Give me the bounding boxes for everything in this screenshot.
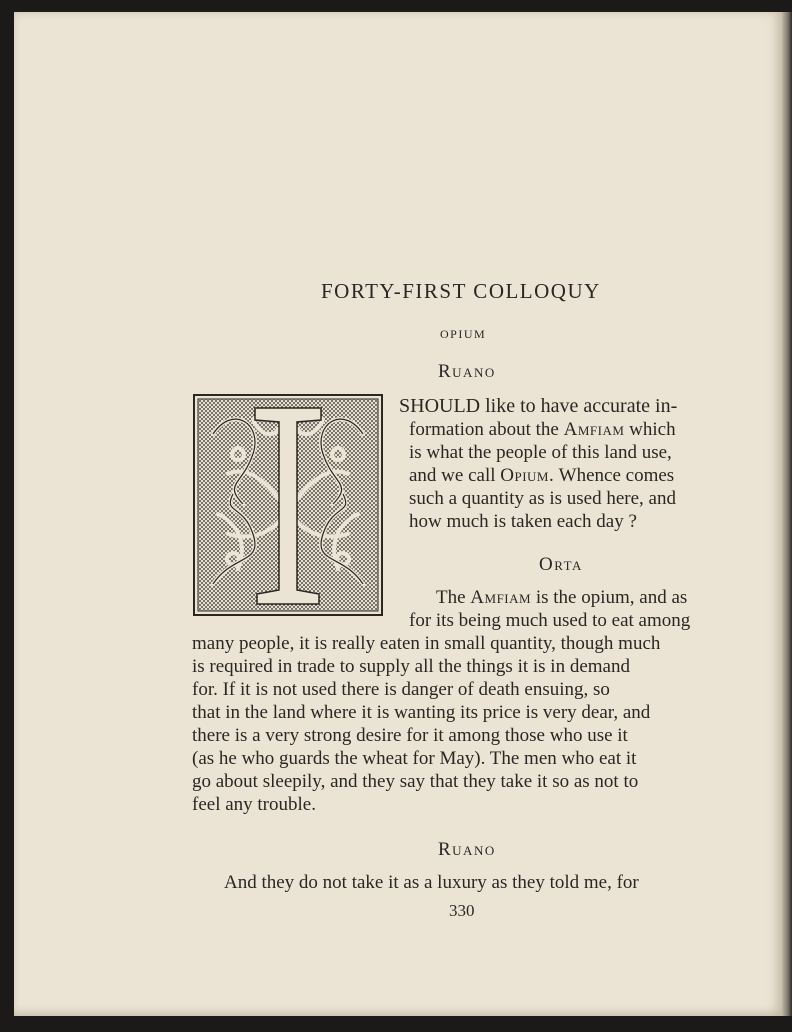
speaker-orta: Orta	[539, 554, 583, 575]
page-number: 330	[449, 901, 475, 920]
p1-line-4: and we call Opium. Whence comes	[409, 465, 675, 486]
chapter-title: FORTY-FIRST COLLOQUY	[321, 279, 601, 303]
p2-line-9: go about sleepily, and they say that they take it so as not to	[192, 771, 639, 792]
p1-line-6: how much is taken each day ?	[409, 511, 637, 532]
page-edge	[782, 12, 792, 1016]
p1-line-3: is what the people of this land use,	[409, 442, 672, 463]
p1-line-1: SHOULD like to have accurate in-	[399, 395, 678, 417]
p2-line-8: (as he who guards the wheat for May). The men who eat it	[192, 748, 637, 769]
speaker-ruano-1: Ruano	[438, 361, 496, 382]
chapter-subtitle: OPIUM	[440, 327, 487, 341]
p3-line-1: And they do not take it as a luxury as they told me, for	[224, 872, 639, 893]
p1-line-2: formation about the Amfiam which	[409, 419, 676, 440]
speaker-ruano-2: Ruano	[438, 839, 496, 860]
p1-line-5: such a quantity as is used here, and	[409, 488, 676, 509]
p2-line-2: for its being much used to eat among	[409, 610, 691, 631]
decorated-initial	[193, 394, 383, 616]
p2-line-7: there is a very strong desire for it among those who use it	[192, 725, 628, 746]
book-page	[14, 12, 782, 1016]
p2-line-5: for. If it is not used there is danger of death ensuing, so	[192, 679, 610, 700]
p2-line-4: is required in trade to supply all the things it is in demand	[192, 656, 630, 677]
p2-line-3: many people, it is really eaten in small quantity, though much	[192, 633, 661, 654]
p2-line-6: that in the land where it is wanting its price is very dear, and	[192, 702, 651, 723]
p2-line-10: feel any trouble.	[192, 794, 316, 815]
p2-line-1: The Amfiam is the opium, and as	[436, 587, 688, 608]
